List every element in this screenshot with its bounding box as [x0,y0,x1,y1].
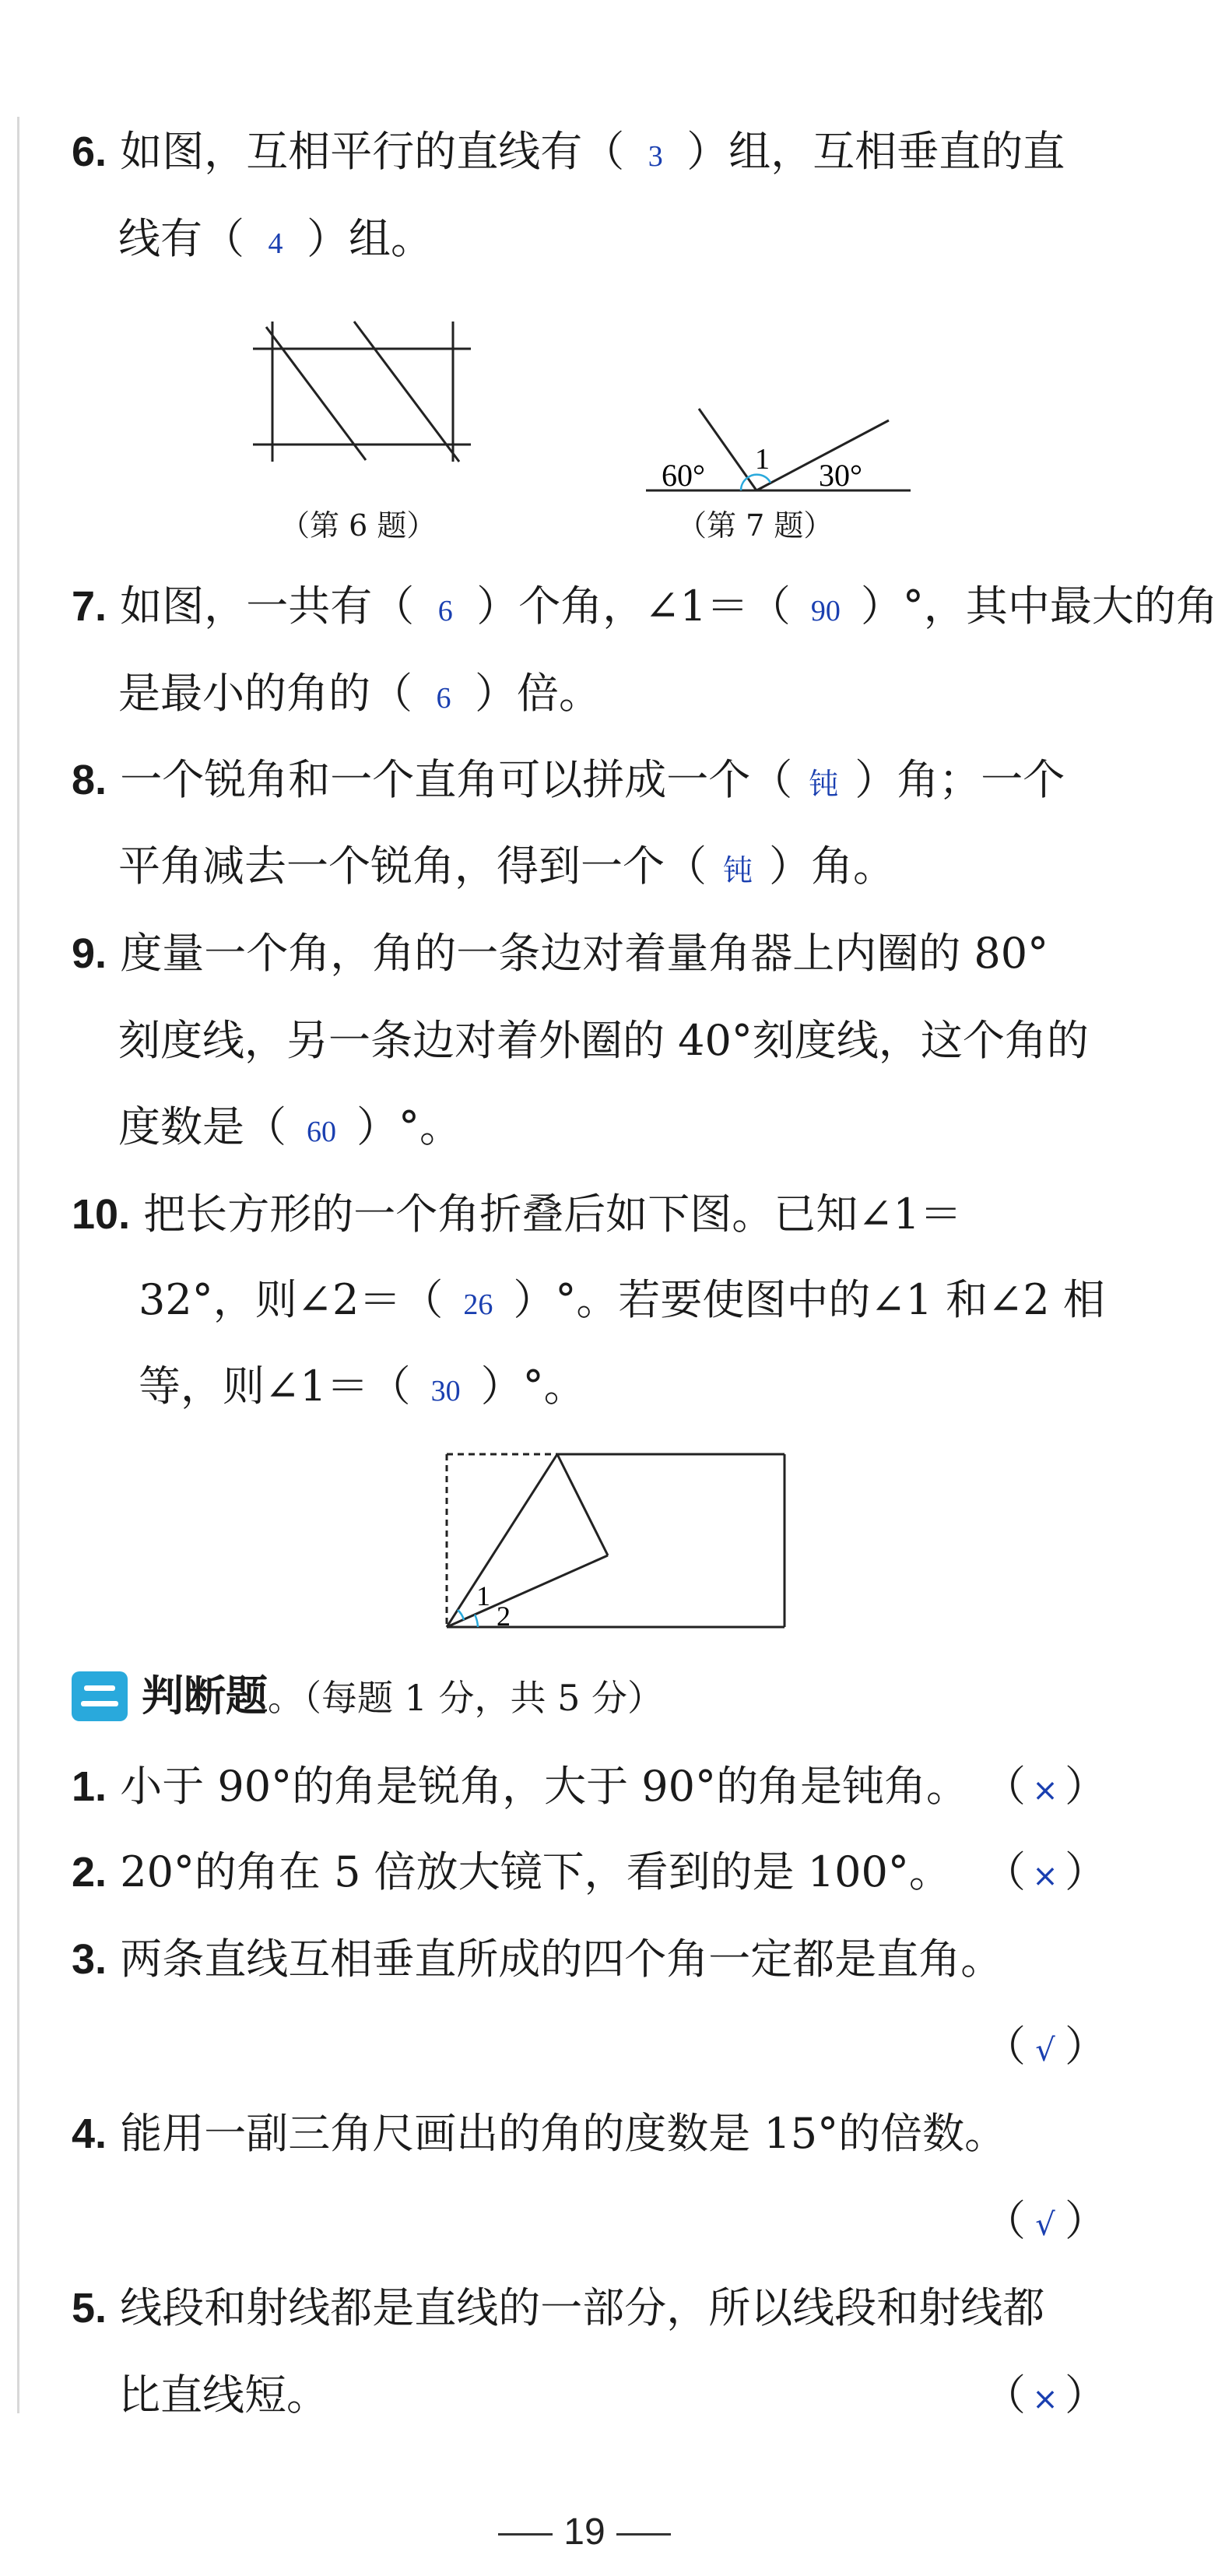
q8-answer-1: 钝 [809,768,839,801]
section-two-title: 判断题 [142,1673,268,1720]
judge-item-5-mark: × [1032,2381,1058,2417]
q8-answer-2: 钝 [722,855,753,887]
q10-answer-2: 30 [430,1375,461,1407]
q9-line2: 刻度线，另一条边对着外圈的 40°刻度线，这个角的 [118,1016,1089,1065]
q8-number: 8. [72,757,107,803]
footer-dash-left [498,2533,553,2536]
q10-line2: 32°，则∠2＝（ 26 ）°。若要使图中的∠1 和∠2 相 [139,1273,1105,1332]
q6-line2: 线有（ 4 ）组。 [118,212,433,271]
section-two-badge-icon [72,1671,128,1721]
section-two-note: 。（每题 1 分，共 5 分） [268,1677,664,1719]
q10-answer-1: 26 [463,1288,493,1321]
q10-figure [441,1448,791,1635]
q8-line2: 平角减去一个锐角，得到一个（ 钝 ）角。 [118,839,895,898]
q7-line1: 7. 如图，一共有（ 6 ）个角，∠1＝（ 90 ）°，其中最大的角 [72,579,1218,638]
fig10-arc-2 [475,1615,478,1627]
q6-answer-1: 3 [648,140,663,173]
section-two-header [142,1669,663,1725]
q9-line3: 度数是（ 60 ）°。 [118,1100,462,1159]
judge-item-4: 4. 能用一副三角尺画出的角的度数是 15°的倍数。 [72,2109,1007,2158]
q10-line3: 等，则∠1＝（ 30 ）°。 [139,1359,586,1418]
fig6-line-d2 [354,322,459,462]
judge-item-5-line2: 比直线短。 （ × ） [118,2368,1107,2423]
fig7-label-1: 1 [755,443,770,476]
q7-figure [638,405,918,506]
fig10-arc-1 [458,1610,464,1620]
fig7-label-60: 60° [662,458,705,493]
fig7-label-30: 30° [819,458,862,493]
q7-number: 7. [72,583,107,630]
judge-item-3-mark: √ [1035,2033,1055,2068]
q7-caption: （第 7 题） [677,508,834,543]
q6-line1: 6. 如图，互相平行的直线有（ 3 ）组，互相垂直的直 [72,125,1065,184]
judge-item-2: 2. 20°的角在 5 倍放大镜下，看到的是 100°。 （ × ） [72,1845,1107,1899]
judge-item-1-bracket: （ × ） [984,1759,1107,1818]
q6-figure [249,318,475,466]
q9-answer-1: 60 [307,1116,336,1148]
fig10-label-2: 2 [497,1601,511,1632]
q10-line1: 10. 把长方形的一个角折叠后如下图。已知∠1＝ [72,1190,962,1239]
judge-item-2-mark: × [1032,1858,1058,1894]
q7-answer-3: 6 [436,682,451,715]
q6-number: 6. [72,128,107,175]
judge-item-2-bracket: （ × ） [984,1845,1107,1903]
q7-line2: 是最小的角的（ 6 ）倍。 [118,666,601,726]
page-edge-rule [17,117,19,2413]
judge-item-3-bracket: （ √ ） [984,2019,1107,2078]
judge-item-5-bracket: （ × ） [984,2368,1107,2427]
judge-item-5: 5. 线段和射线都是直线的一部分，所以线段和射线都 [72,2283,1045,2332]
page-number: 19 [563,2511,605,2553]
q6-answer-2: 4 [268,227,283,260]
fig6-line-d1 [266,327,366,460]
judge-item-4-bracket: （ √ ） [984,2194,1107,2252]
fig10-label-1: 1 [476,1580,490,1611]
q7-answer-2: 90 [810,595,841,627]
fig7-arc-60 [741,478,747,490]
footer-dash-right [616,2533,671,2536]
judge-item-1: 1. 小于 90°的角是锐角，大于 90°的角是钝角。 （ × ） [72,1759,1107,1814]
page-footer [0,2511,1169,2553]
q8-line1: 8. 一个锐角和一个直角可以拼成一个（ 钝 ）角；一个 [72,753,1065,812]
q9-number: 9. [72,930,107,977]
fig10-folded-edge-1 [557,1454,608,1555]
q10-number: 10. [72,1191,131,1238]
q9-line1: 9. 度量一个角，角的一条边对着量角器上内圈的 80° [72,929,1049,978]
q6-caption: （第 6 题） [280,508,437,543]
judge-item-4-mark: √ [1035,2207,1055,2243]
judge-item-1-mark: × [1032,1773,1058,1808]
q7-answer-1: 6 [437,595,453,627]
judge-item-3: 3. 两条直线互相垂直所成的四个角一定都是直角。 [72,1935,1003,1984]
